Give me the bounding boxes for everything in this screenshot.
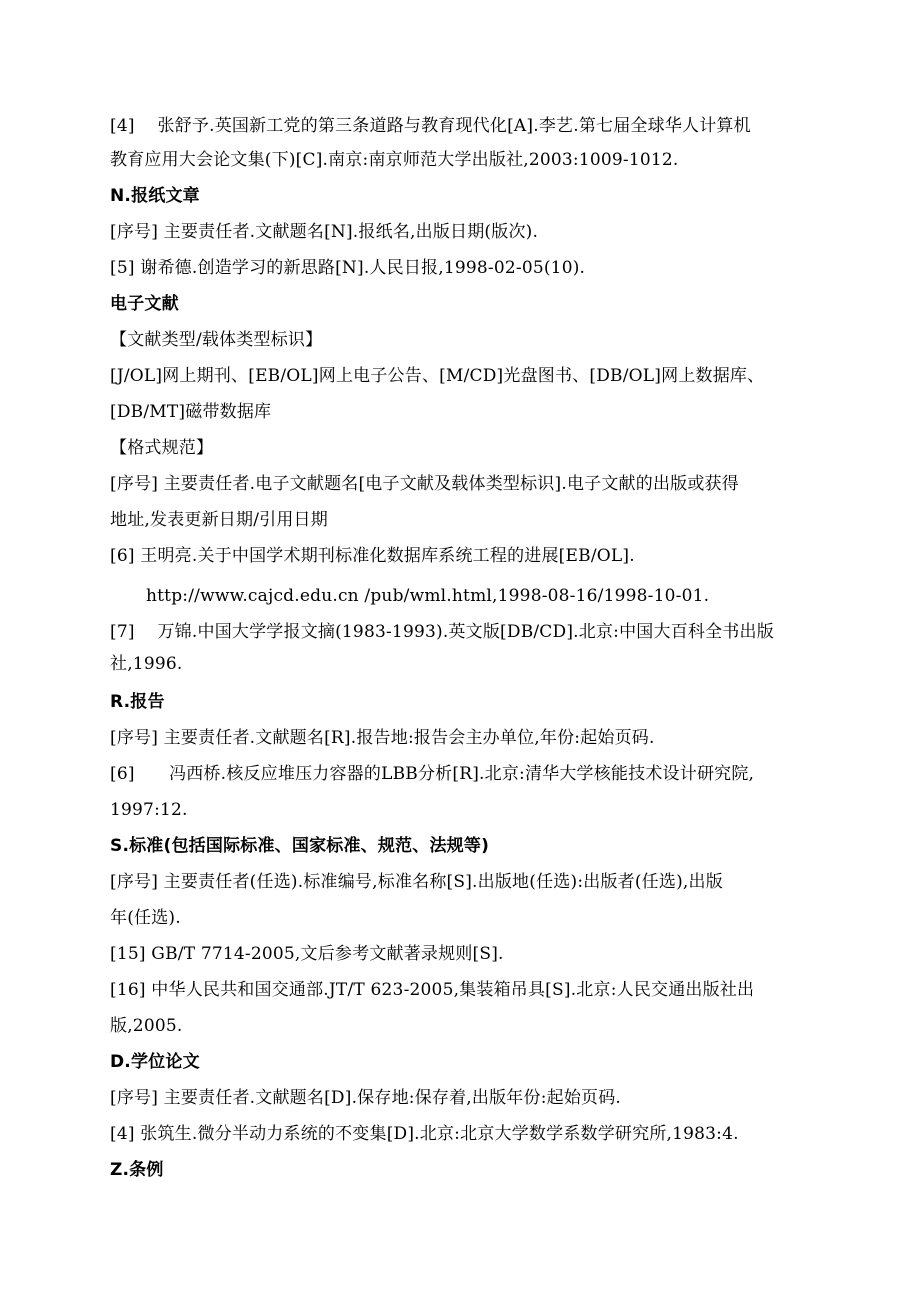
format-electronic-line-1: [序号] 主要责任者.电子文献题名[电子文献及载体类型标识].电子文献的出版或获得 [110, 474, 739, 494]
electronic-types-line-1: [J/OL]网上期刊、[EB/OL]网上电子公告、[M/CD]光盘图书、[DB/OL]网上数据库、 [110, 366, 765, 386]
ref-thesis: [4] 张筑生.微分半动力系统的不变集[D].北京:北京大学数学系数学研究所,1983:4. [110, 1124, 739, 1144]
ref-15: [15] GB/T 7714-2005,文后参考文献著录规则[S]. [110, 944, 504, 964]
ref-16-line-2: 版,2005. [110, 1016, 183, 1036]
ref-report-line-1: [6] 冯西桥.核反应堆压力容器的LBB分析[R].北京:清华大学核能技术设计研究院, [110, 764, 755, 784]
format-thesis: [序号] 主要责任者.文献题名[D].保存地:保存着,出版年份:起始页码. [110, 1088, 622, 1108]
ref-report-line-2: 1997:12. [110, 800, 188, 820]
ref-7-line-2: 社,1996. [110, 654, 183, 674]
heading-electronic: 电子文献 [110, 294, 179, 314]
format-electronic-line-2: 地址,发表更新日期/引用日期 [110, 510, 328, 530]
heading-report: R.报告 [110, 692, 165, 712]
format-newspaper: [序号] 主要责任者.文献题名[N].报纸名,出版日期(版次). [110, 222, 539, 242]
ref-6-url: http://www.cajcd.edu.cn /pub/wml.html,1998-08-16/1998-10-01. [146, 586, 710, 606]
ref-6-line-1: [6] 王明亮.关于中国学术期刊标准化数据库系统工程的进展[EB/OL]. [110, 546, 635, 566]
format-report: [序号] 主要责任者.文献题名[R].报告地:报告会主办单位,年份:起始页码. [110, 728, 655, 748]
heading-thesis: D.学位论文 [110, 1052, 200, 1072]
ref-5: [5] 谢希德.创造学习的新思路[N].人民日报,1998-02-05(10). [110, 258, 586, 278]
ref-7-line-1: [7] 万锦.中国大学学报文摘(1983-1993).英文版[DB/CD].北京:中国大百科全书出版 [110, 622, 774, 642]
heading-regulation: Z.条例 [110, 1160, 164, 1180]
heading-standard: S.标准(包括国际标准、国家标准、规范、法规等) [110, 836, 490, 856]
ref-16-line-1: [16] 中华人民共和国交通部.JT/T 623-2005,集装箱吊具[S].北京:人民交通出版社出 [110, 980, 755, 1000]
ref-4-line-2: 教育应用大会论文集(下)[C].南京:南京师范大学出版社,2003:1009-1012. [110, 150, 679, 170]
heading-newspaper: N.报纸文章 [110, 186, 200, 206]
electronic-types-line-2: [DB/MT]磁带数据库 [110, 402, 272, 422]
format-standard-line-1: [序号] 主要责任者(任选).标准编号,标准名称[S].出版地(任选):出版者(任选),出版 [110, 872, 723, 892]
format-standard-line-2: 年(任选). [110, 908, 181, 928]
ref-4-line-1: [4] 张舒予.英国新工党的第三条道路与教育现代化[A].李艺.第七届全球华人计算机 [110, 116, 751, 136]
format-spec-label: 【格式规范】 [110, 438, 214, 458]
electronic-type-label: 【文献类型/载体类型标识】 [110, 330, 323, 350]
